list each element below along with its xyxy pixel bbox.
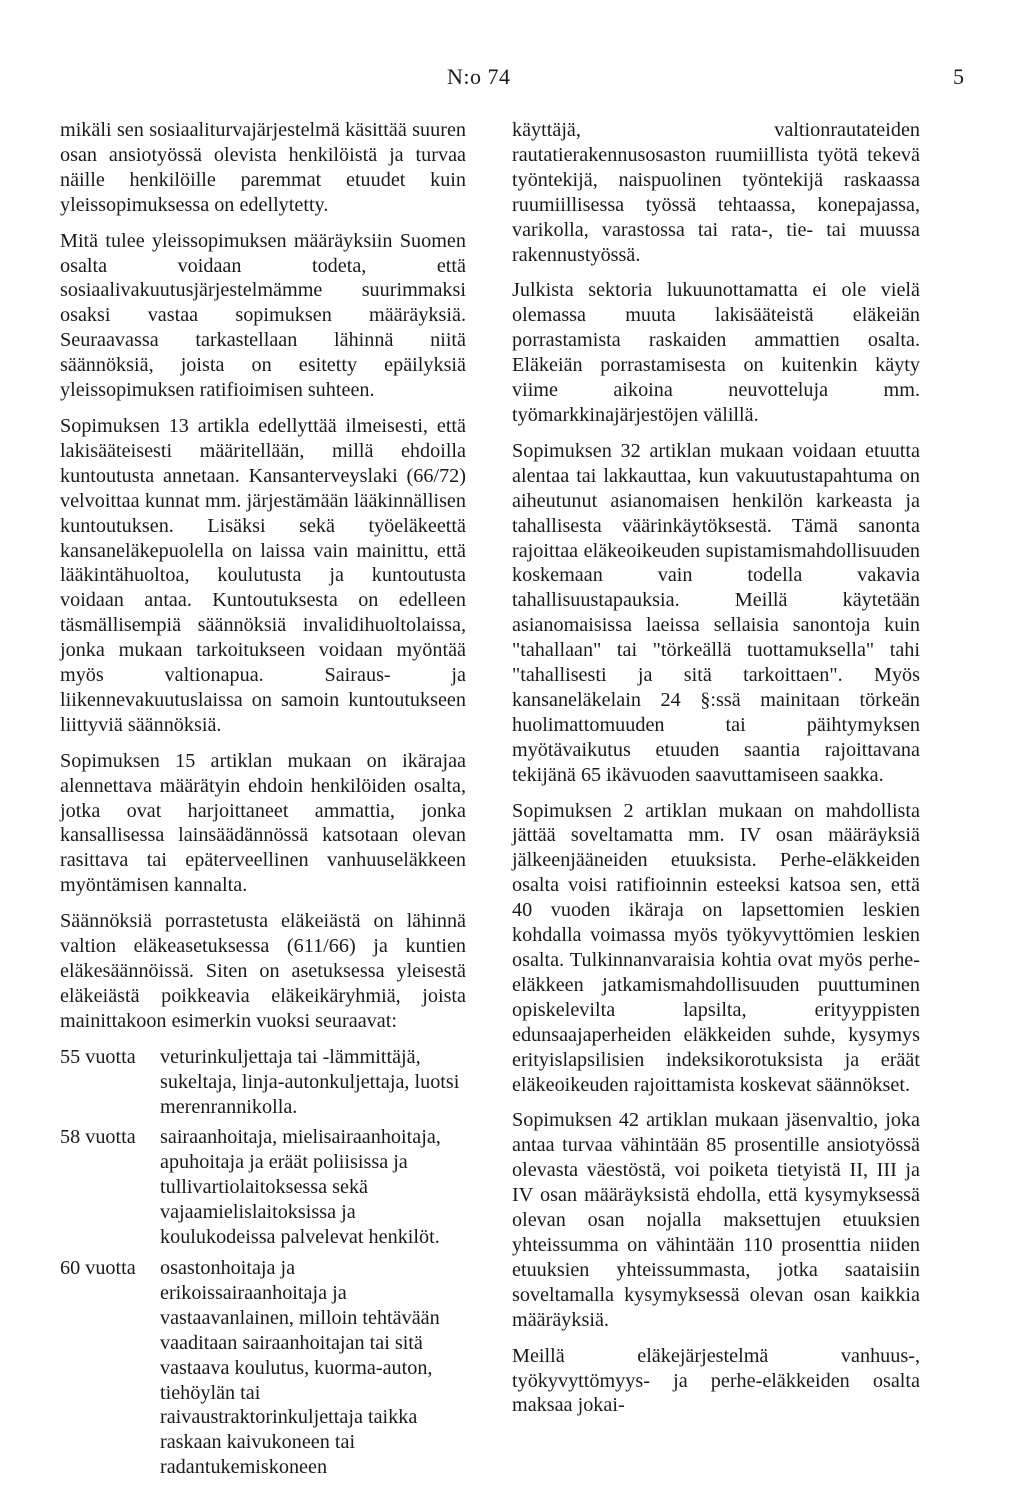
list-item-description: sairaanhoitaja, mielisairaanhoitaja, apuhoitaja ja eräät poliisissa ja tullivartiolaitoksessa sekä vajaamielislaitoksissa ja koulukodeissa palvelevat henkilöt. [160, 1126, 441, 1249]
list-item [60, 1045, 466, 1120]
paragraph: Sopimuksen 13 artikla edellyttää ilmeisesti, että lakisääteisesti määritellään, millä ehdoilla kuntoutusta annetaan. Kansanterveyslaki (66/72) velvoittaa kunnat mm. järjestämään lääkinnällisen kuntoutuksen. Lisäksi sekä työeläkeettä kansaneläkepuolella on laissa vain mainittu, että lääkintähuoltoa, koulutusta ja kuntoutusta voidaan antaa. Kuntoutuksesta on edelleen täsmällisempiä säännöksiä invalidihuoltolaissa, jonka mukaan tarkoitukseen voidaan myöntää myös valtionapua. Sairaus- ja liikennevakuutuslaissa on samoin kuntoutukseen liittyviä säännöksiä. [60, 414, 466, 736]
list-item [60, 1125, 466, 1250]
left-column [60, 118, 466, 1486]
paragraph: Säännöksiä porrastetusta eläkeiästä on lähinnä valtion eläkeasetuksessa (611/66) ja kuntien eläkesäännöissä. Siten on asetuksessa yleisestä eläkeiästä poikkeavia eläkeikäryhmiä, joista mainittakoon esimerkin vuoksi seuraavat: [60, 910, 466, 1032]
paragraph: Sopimuksen 42 artiklan mukaan jäsenvaltio, joka antaa turvaa vähintään 85 prosentille ansiotyössä olevasta väestöstä, voi poiketa tietyistä II, III ja IV osan määräyksistä ehdolla, että kysymyksessä olevan osan nojalla maksettujen etuuksien yhteissumma on vähintään 110 prosenttia niiden etuuksien yhteissummasta, jotka saataisiin soveltamalla kysymyksessä olevan osan kaikkia määräyksiä. [512, 1109, 920, 1331]
paragraph: Julkista sektoria lukuunottamatta ei ole vielä olemassa muuta lakisääteistä eläkeiän porrastamista raskaiden ammattien osalta. Eläkeiän porrastamisesta on kuitenkin käyty viime aikoina neuvotteluja mm. työmarkkinajärjestöjen välillä. [512, 279, 920, 426]
list-item-description: osastonhoitaja ja erikoissairaanhoitaja ja vastaavanlainen, milloin tehtävään vaaditaan sairaanhoitajan tai sitä vastaava koulutus, kuorma-auton, tiehöylän tai raivaustraktorinkuljettaja taikka raskaan kaivukoneen tai radantukemiskoneen [160, 1256, 440, 1479]
list-item-age: 58 vuotta [60, 1126, 136, 1149]
paragraph: mikäli sen sosiaaliturvajärjestelmä käsittää suuren osan ansiotyössä olevista henkilöistä ja turvaa näille henkilöille paremmat etuudet kuin yleissopimuksessa on edellytetty. [60, 119, 466, 216]
paragraph: Sopimuksen 32 artiklan mukaan voidaan etuutta alentaa tai lakkauttaa, kun vakuutustapahtuma on aiheutunut asianomaisen henkilön karkeasta ja tahallisesta väärinkäytöksestä. Tämä sanonta rajoittaa eläkeoikeuden supistamismahdollisuuden koskemaan vain todella vakavia tahallisuustapauksia. Meillä käytetään asianomaisissa laeissa sellaisia sanontoja kuin "tahallaan" tai "törkeällä tuottamuksella" tahi "tahallisesti ja sitä tarkoittaen". Myös kansaneläkelain 24 §:ssä mainitaan törkeän huolimattomuuden tai päihtymyksen myötävaikutus etuuden saantia rajoittavana tekijänä 65 ikävuoden saavuttamiseen saakka. [512, 439, 920, 786]
list-item-description: veturinkuljettaja tai -lämmittäjä, sukeltaja, linja-autonkuljettaja, luotsi merenrannikolla. [160, 1045, 460, 1118]
paragraph: Mitä tulee yleissopimuksen määräyksiin Suomen osalta voidaan todeta, että sosiaalivakuutusjärjestelmämme suurimmaksi osaksi vastaa sopimuksen määräyksiä. Seuraavassa tarkastellaan lähinnä niitä säännöksiä, joista on esitetty epäilyksiä yleissopimuksen ratifioimisen suhteen. [60, 229, 466, 402]
list-item-age: 55 vuotta [60, 1045, 136, 1068]
paragraph: Sopimuksen 15 artiklan mukaan on ikärajaa alennettava määrätyin ehdoin henkilöiden osalta, jotka ovat harjoittaneet ammattia, jonka kansallisessa lainsäädännössä katsotaan olevan rasittava tai epäterveellinen vanhuuseläkkeen myöntämisen kannalta. [60, 749, 466, 897]
paragraph: Meillä eläkejärjestelmä vanhuus-, työkyvyttömyys- ja perhe-eläkkeiden osalta maksaa jokai- [512, 1344, 920, 1417]
list-item-age: 60 vuotta [60, 1256, 136, 1279]
page-number: 5 [953, 64, 964, 89]
paragraph: Sopimuksen 2 artiklan mukaan on mahdollista jättää soveltamatta mm. IV osan määräyksiä jälkeenjääneiden etuuksista. Perhe-eläkkeiden osalta voisi ratifioinnin esteeksi katsoa sen, että 40 vuoden ikäraja on lapsettomien leskien kohdalla voimassa myös työkyvyttömien leskien osalta. Tulkinnanvaraisia kohtia ovat myös perhe-eläkkeen jatkamismahdollisuuden puuttuminen opiskelevilta lapsilta, erityyppisten edunsaajaperheiden eläkkeiden suhde, kysymys erityislapsilisien indeksikorotuksista ja eräät eläkeoikeuden rajoittamista koskevat säännökset. [512, 799, 920, 1096]
list-item [60, 1256, 466, 1480]
paragraph: käyttäjä, valtionrautateiden rautatierakennusosaston ruumiillista työtä tekevä työntekijä, naispuolinen työntekijä raskaassa ruumiillisessa työssä tehtaassa, konepajassa, varikolla, varastossa tai rata-, tie- tai muussa rakennustyössä. [512, 119, 920, 266]
right-column [512, 118, 920, 1418]
page-header [0, 64, 1024, 94]
document-number: N:o 74 [447, 64, 511, 89]
retirement-age-list [60, 1045, 466, 1480]
